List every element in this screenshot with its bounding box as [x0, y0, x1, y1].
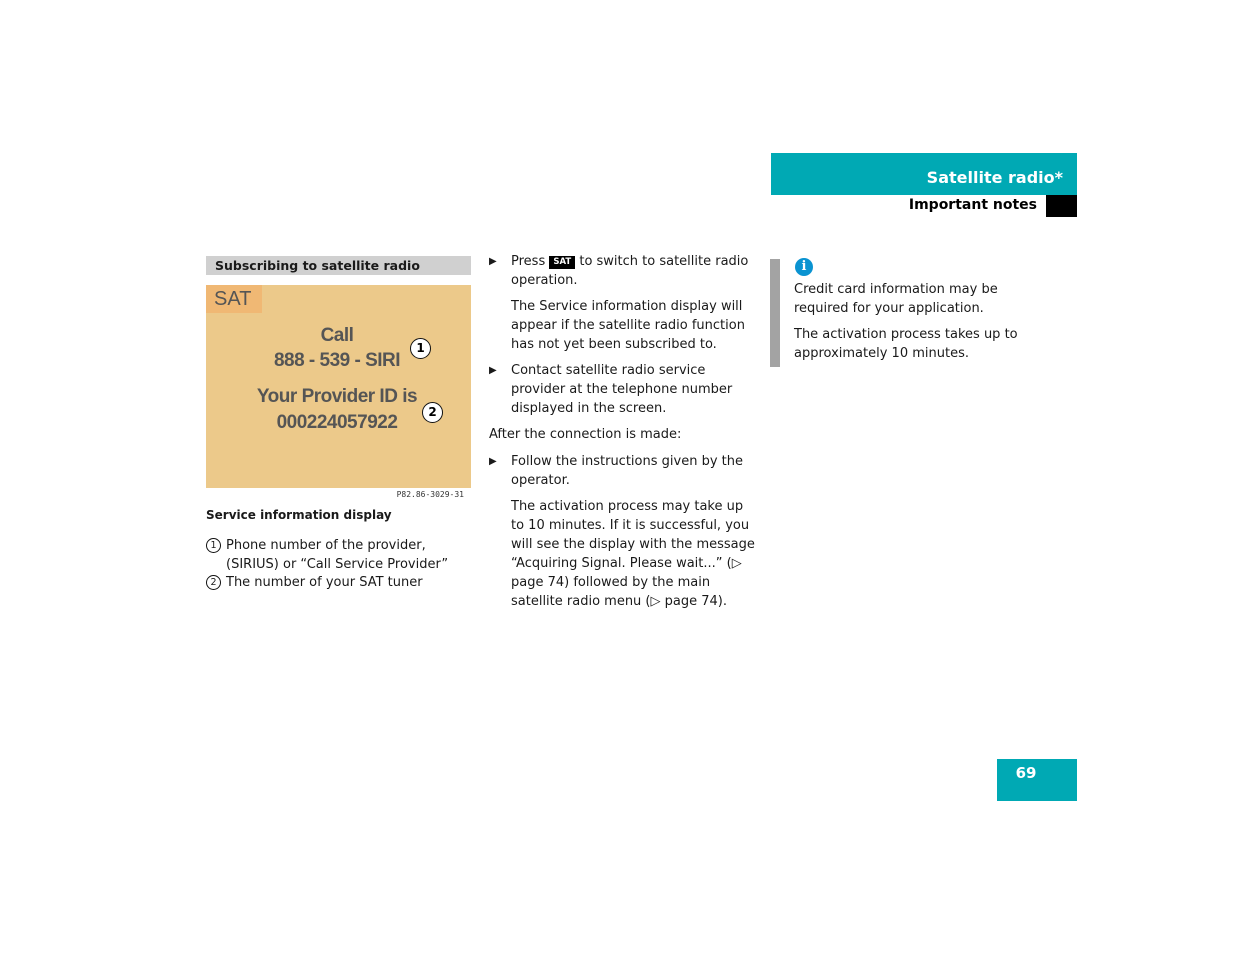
legend-text: Phone number of the provider, (SIRIUS) or “Call Service Provider” — [226, 538, 449, 572]
image-code: P82.86-3029-31 — [396, 490, 464, 499]
legend-number: 2 — [206, 575, 221, 590]
display-line-phone: 888 - 539 - SIRI — [273, 350, 401, 371]
display-line-call: Call — [320, 325, 354, 346]
step-1: ▶ Press SAT to switch to satellite radio operation. — [489, 254, 749, 288]
display-line-provider: Your Provider ID is — [256, 386, 418, 407]
header-bar — [771, 153, 1077, 195]
info-paragraph-2: The activation process takes up to approximately 10 minutes. — [794, 327, 1018, 361]
bullet-icon: ▶ — [489, 365, 497, 376]
legend-item — [206, 536, 471, 574]
legend-text: The number of your SAT tuner — [226, 575, 423, 590]
figure-caption: Service information display — [206, 508, 392, 522]
legend-number: 1 — [206, 538, 221, 553]
info-paragraph-1: Credit card information may be required for your application. — [794, 282, 998, 316]
page-number-box — [997, 759, 1077, 801]
info-icon: i — [795, 258, 813, 276]
display-line-id: 000224057922 — [276, 412, 398, 433]
header-marker — [1046, 195, 1077, 217]
bullet-icon: ▶ — [489, 256, 497, 267]
chapter-title: Satellite radio* — [926, 168, 1063, 187]
page-number: 69 — [1015, 764, 1037, 782]
step-3: ▶ Follow the instructions given by the operator. — [489, 454, 743, 488]
callout-2: 2 — [422, 402, 443, 423]
section-subtitle: Important notes — [908, 197, 1037, 213]
sat-key-icon: SAT — [549, 256, 575, 269]
info-bar — [770, 259, 780, 367]
section-heading: Subscribing to satellite radio — [206, 256, 471, 275]
legend-item — [206, 573, 471, 592]
callout-1: 1 — [410, 338, 431, 359]
display-sat-label: SAT — [206, 285, 262, 313]
step-3-note: The activation process may take up to 10 minutes. If it is successful, you will see the display with the message “Acquiring Signal. Please wait...” (▷ page 74) followed by the main satellite radio menu (▷ page 74). — [511, 499, 755, 609]
service-information-display — [206, 285, 471, 488]
step-2: ▶ Contact satellite radio service provider at the telephone number displayed in the screen. — [489, 363, 733, 416]
step-1-note: The Service information display will appear if the satellite radio function has not yet been subscribed to. — [511, 299, 745, 352]
after-connection-text: After the connection is made: — [489, 427, 682, 442]
bullet-icon: ▶ — [489, 456, 497, 467]
